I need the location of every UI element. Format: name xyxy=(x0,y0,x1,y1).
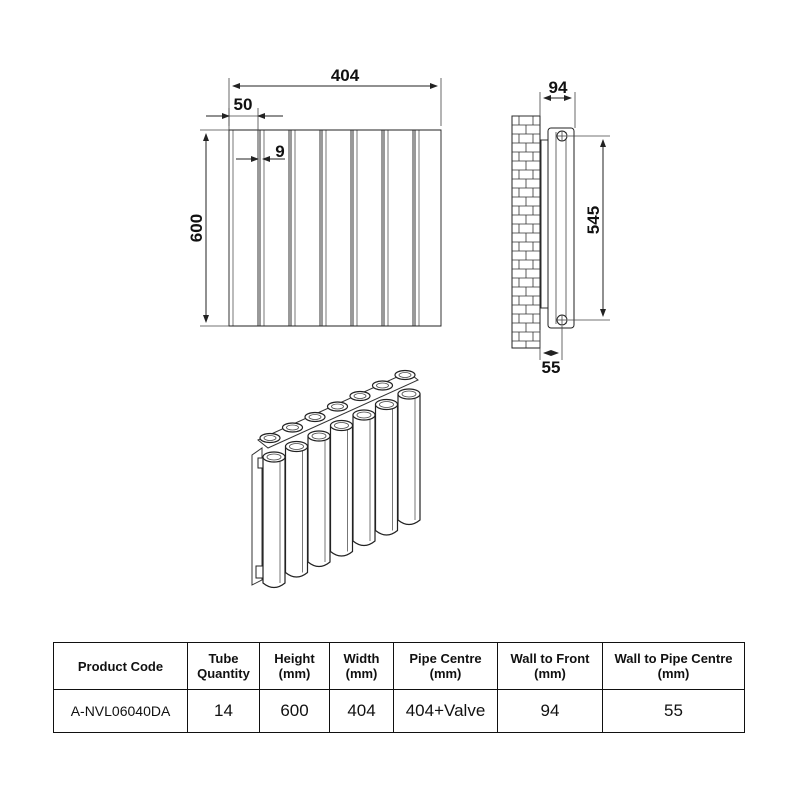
cell-wall-to-front: 94 xyxy=(498,690,603,733)
front-tube-inner xyxy=(312,433,326,439)
height-label: 600 xyxy=(187,213,206,243)
wall-to-pipe-label: 55 xyxy=(541,358,561,377)
back-tube-inner xyxy=(264,436,276,441)
back-tube-inner xyxy=(332,404,344,409)
tube-pitch-label: 50 xyxy=(233,95,253,114)
front-tube-body xyxy=(398,394,420,525)
back-tube-inner xyxy=(354,394,366,399)
pipe-centre-label: 545 xyxy=(584,205,603,235)
back-tube-inner xyxy=(377,383,389,388)
front-tube-body xyxy=(331,426,353,557)
front-view xyxy=(187,66,441,326)
side-view xyxy=(512,78,610,377)
front-tube-body xyxy=(263,457,285,588)
front-tube-inner xyxy=(335,423,349,429)
header-product-code: Product Code xyxy=(54,643,188,690)
back-tube-inner xyxy=(399,373,411,378)
cell-width: 404 xyxy=(330,690,394,733)
header-height: Height (mm) xyxy=(260,643,330,690)
front-tube-body xyxy=(286,447,308,578)
isometric-view xyxy=(252,371,420,588)
front-tube-inner xyxy=(380,402,394,408)
header-pipe-centre: Pipe Centre (mm) xyxy=(394,643,498,690)
cell-tube-quantity: 14 xyxy=(188,690,260,733)
front-tube-inner xyxy=(357,412,371,418)
cell-product-code: A-NVL06040DA xyxy=(54,690,188,733)
cell-wall-to-pipe-centre: 55 xyxy=(603,690,745,733)
cell-height: 600 xyxy=(260,690,330,733)
header-tube-quantity: Tube Quantity xyxy=(188,643,260,690)
front-tube-body xyxy=(376,405,398,536)
header-wall-to-pipe-centre: Wall to Pipe Centre (mm) xyxy=(603,643,745,690)
header-wall-to-front: Wall to Front (mm) xyxy=(498,643,603,690)
table-row xyxy=(54,690,745,733)
front-tube-body xyxy=(308,436,330,567)
radiator-side-profile xyxy=(548,128,574,328)
gap-label: 9 xyxy=(275,142,285,161)
back-tube-inner xyxy=(309,415,321,420)
front-panels xyxy=(229,130,441,326)
width-label: 404 xyxy=(330,66,360,85)
isometric-tubes xyxy=(260,371,420,588)
depth-label: 94 xyxy=(548,78,568,97)
header-width: Width (mm) xyxy=(330,643,394,690)
table-header-row xyxy=(54,643,745,690)
front-tube-body xyxy=(353,415,375,546)
front-tube-inner xyxy=(290,444,304,450)
back-tube-inner xyxy=(287,425,299,430)
cell-pipe-centre: 404+Valve xyxy=(394,690,498,733)
specification-table xyxy=(53,642,745,733)
front-tube-inner xyxy=(267,454,281,460)
front-tube-inner xyxy=(402,391,416,397)
